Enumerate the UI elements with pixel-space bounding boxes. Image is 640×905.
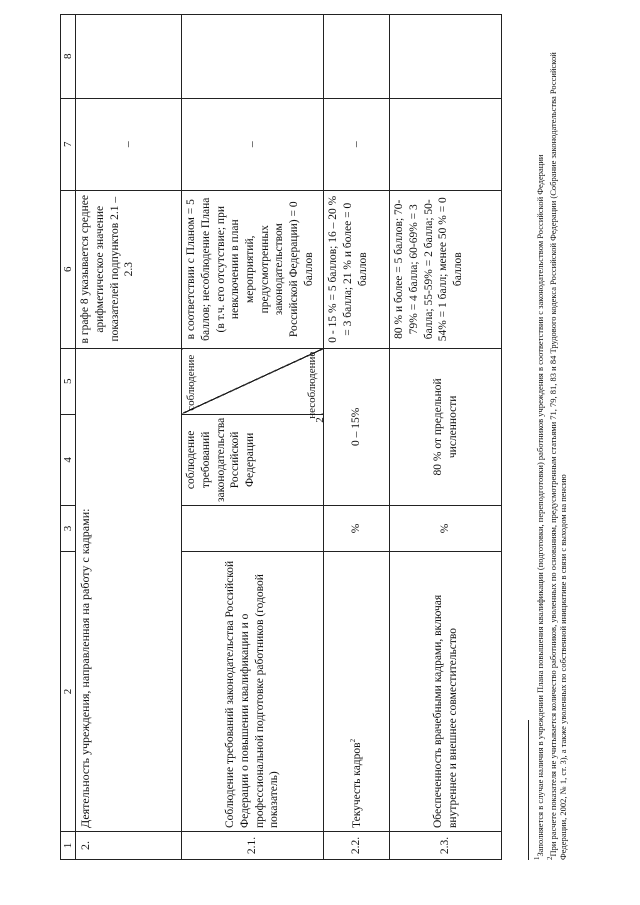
row-indicator-name: Соблюдение требований законодательства Российской Федерации о повышении квалификации и о профессиональной подготовке работников (годовой показатель) [182,552,324,832]
row-col7 [390,98,502,190]
footnote-1-text: Заполняется в случае наличия в учреждении Плана повышения квалификации (подготовки, переподготовки) работников учреждения в соответствии с законодательством Российской Федерации [534,154,545,857]
section-criteria: в графе 8 указывается среднее арифметическое значение показателей подпунктов 2.1 – 2.3 [76,190,182,348]
col-header-2: 2 [61,552,76,832]
row-col7: – [182,98,324,190]
row-unit [182,506,324,552]
row-criteria [182,190,324,348]
diag-noncompliance-label: несоблюдение [306,351,319,419]
row-col8 [182,14,324,98]
row-col8 [324,14,390,98]
col-header-3: 3 [61,506,76,552]
criteria-text: в соответствии с Планом = 5 баллов; несоблюдение Плана (в т.ч. его отсутствие; при невключении в план мероприятий, предусмотренных законодательством Российской Федерации) = 0 баллов [185,197,315,341]
row-number: 2.2. [324,832,390,860]
indicator-table [60,14,502,860]
row-unit: % [324,506,390,552]
col-header-8: 8 [61,14,76,98]
row-indicator-name [324,552,390,832]
section-col7: – [76,98,182,190]
footnote-2-text: При расчете показателя не учитывается количество работников, уволенных по основаниям, предусмотренным статьями 71, 79, 81, 83 и 84 Трудового кодекса Российской Федерации (Собрание законодательства Российской Федерации, 2002, № 1, ст. 3), а также уволенных по собственной инициативе в связи с выходом на пенсию [547,52,569,860]
col-header-1: 1 [61,832,76,860]
row-col8 [390,14,502,98]
row-number: 2.3. [390,832,502,860]
row-norm: 80 % от предельной численности [390,348,502,505]
row-indicator-name: Обеспеченность врачебными кадрами, включая внутреннее и внешнее совместительство [390,552,502,832]
footnote-1 [533,20,545,860]
row-norm: соблюдение требований законодательства Российской Федерации [182,414,324,505]
footnote-2 [546,20,569,860]
rotated-page [0,10,600,890]
col-header-6: 6 [61,190,76,348]
row-number: 2.1. [182,832,324,860]
table-row [324,14,390,859]
col-header-5: 5 [61,348,76,414]
col-header-4: 4 [61,414,76,505]
section-number: 2. [76,832,182,860]
diag-compliance-label: соблюдение [185,354,198,411]
section-row [76,14,182,859]
row-criteria: 80 % и более = 5 баллов; 70-79% = 4 балла; 60-69% = 3 балла; 55-59% = 2 балла; 50-54% = 1 балл; менее 50 % = 0 баллов [390,190,502,348]
footnote-2-mark: 2 [546,856,554,860]
footnote-1-mark: 1 [533,856,541,860]
col-header-7: 7 [61,98,76,190]
row-norm: 0 – 15% [324,348,390,505]
indicator-name-text: Текучесть кадров [350,742,363,828]
table-row [182,14,324,859]
row-diagonal-cell [182,348,324,419]
row-unit: % [390,506,502,552]
footnote-mark: 2 [348,738,357,743]
section-col8 [76,14,182,98]
row-criteria: 0 - 15 % = 5 баллов; 16 – 20 % = 3 балла; 21 % и более = 0 баллов [324,190,390,348]
row-col7: – [324,98,390,190]
page-number: 2 [314,417,326,423]
header-row [61,14,76,859]
table-row [390,14,502,859]
footnote-separator [528,720,529,860]
section-title: Деятельность учреждения, направленная на работу с кадрами: [76,348,182,831]
